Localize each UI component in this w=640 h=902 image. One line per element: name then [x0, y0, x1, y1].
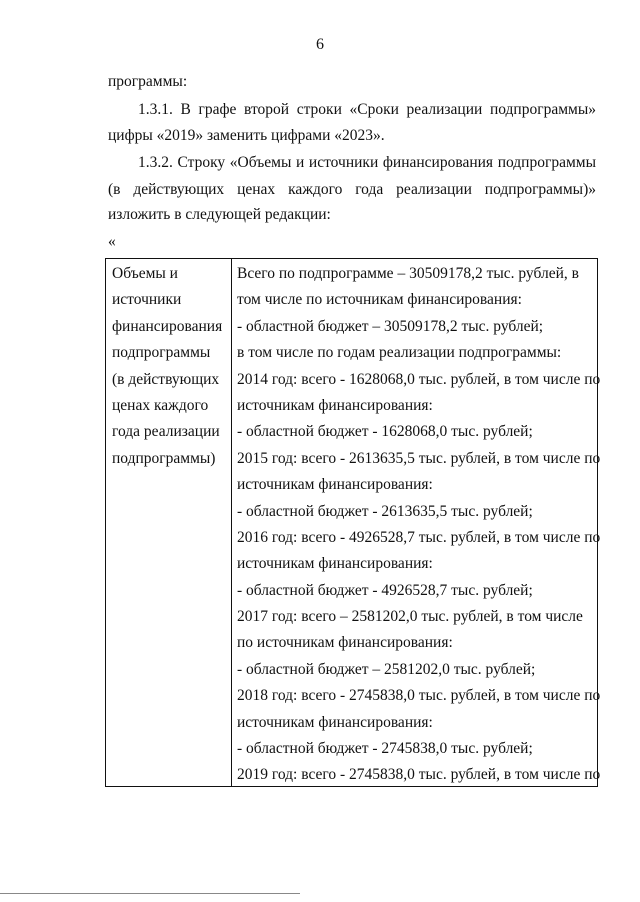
table-label-line: финансирования [112, 317, 223, 335]
item-1-3-1-line-1: 1.3.1. В графе второй строки «Сроки реализации подпрограммы» [138, 101, 596, 118]
table-label-line: подпрограммы [112, 344, 211, 362]
table-value-line: - областной бюджет - 1628068,0 тыс. рублей; [237, 423, 533, 441]
table-label-line: Объемы и [112, 265, 178, 282]
table-value-line: в том числе по годам реализации подпрограммы: [237, 344, 562, 362]
table-value-line: источникам финансирования: [237, 396, 433, 414]
table-value-line: источникам финансирования: [237, 713, 433, 731]
item-1-3-2-line-1: 1.3.2. Строку «Объемы и источники финансирования подпрограммы [138, 154, 596, 171]
table-value-line: 2018 год: всего - 2745838,0 тыс. рублей, в том числе по [237, 687, 601, 705]
table-value-line: 2017 год: всего – 2581202,0 тыс. рублей, в том числе [237, 608, 583, 626]
item-1-3-1-line-2: цифры «2019» заменить цифрами «2023». [108, 127, 385, 144]
table-value-line: источникам финансирования: [237, 555, 433, 573]
table-value-line: 2019 год: всего - 2745838,0 тыс. рублей, в том числе по [237, 766, 601, 784]
table-value-line: 2014 год: всего - 1628068,0 тыс. рублей, в том числе по [237, 370, 601, 388]
opening-quote: « [108, 233, 116, 250]
table-value-line: - областной бюджет - 2745838,0 тыс. рублей; [237, 740, 533, 758]
table-value-line: 2015 год: всего - 2613635,5 тыс. рублей, в том числе по [237, 449, 601, 467]
footer-rule [0, 893, 300, 894]
table-value-line: по источникам финансирования: [237, 634, 453, 652]
column-divider [231, 259, 232, 786]
financing-table [105, 258, 601, 787]
table-label-line: подпрограммы) [112, 449, 216, 467]
item-1-3-2-line-3: изложить в следующей редакции: [108, 206, 331, 223]
page-number: 6 [316, 36, 324, 53]
table-label-line: (в действующих [112, 370, 220, 388]
table-value-line: том числе по источникам финансирования: [237, 291, 522, 309]
table-label-line: источники [112, 291, 182, 309]
table-value-line: Всего по подпрограмме – 30509178,2 тыс. рублей, в [237, 265, 579, 282]
table-value-line: - областной бюджет – 2581202,0 тыс. рублей; [237, 660, 536, 678]
table-value-line: - областной бюджет - 2613635,5 тыс. рублей; [237, 502, 533, 520]
table-value-line: источникам финансирования: [237, 476, 433, 494]
table-value-line: 2016 год: всего - 4926528,7 тыс. рублей, в том числе по [237, 528, 601, 546]
table-label-cell [112, 261, 227, 472]
table-value-cell [237, 261, 601, 789]
table-value-line: - областной бюджет – 30509178,2 тыс. рублей; [237, 317, 544, 335]
continuation-text: программы: [108, 73, 188, 90]
table-value-line: - областной бюджет - 4926528,7 тыс. рублей; [237, 581, 533, 599]
item-1-3-2-line-2: (в действующих ценах каждого года реализации подпрограммы)» [108, 181, 596, 198]
table-label-line: года реализации [112, 423, 220, 441]
table-label-line: ценах каждого [112, 396, 209, 414]
